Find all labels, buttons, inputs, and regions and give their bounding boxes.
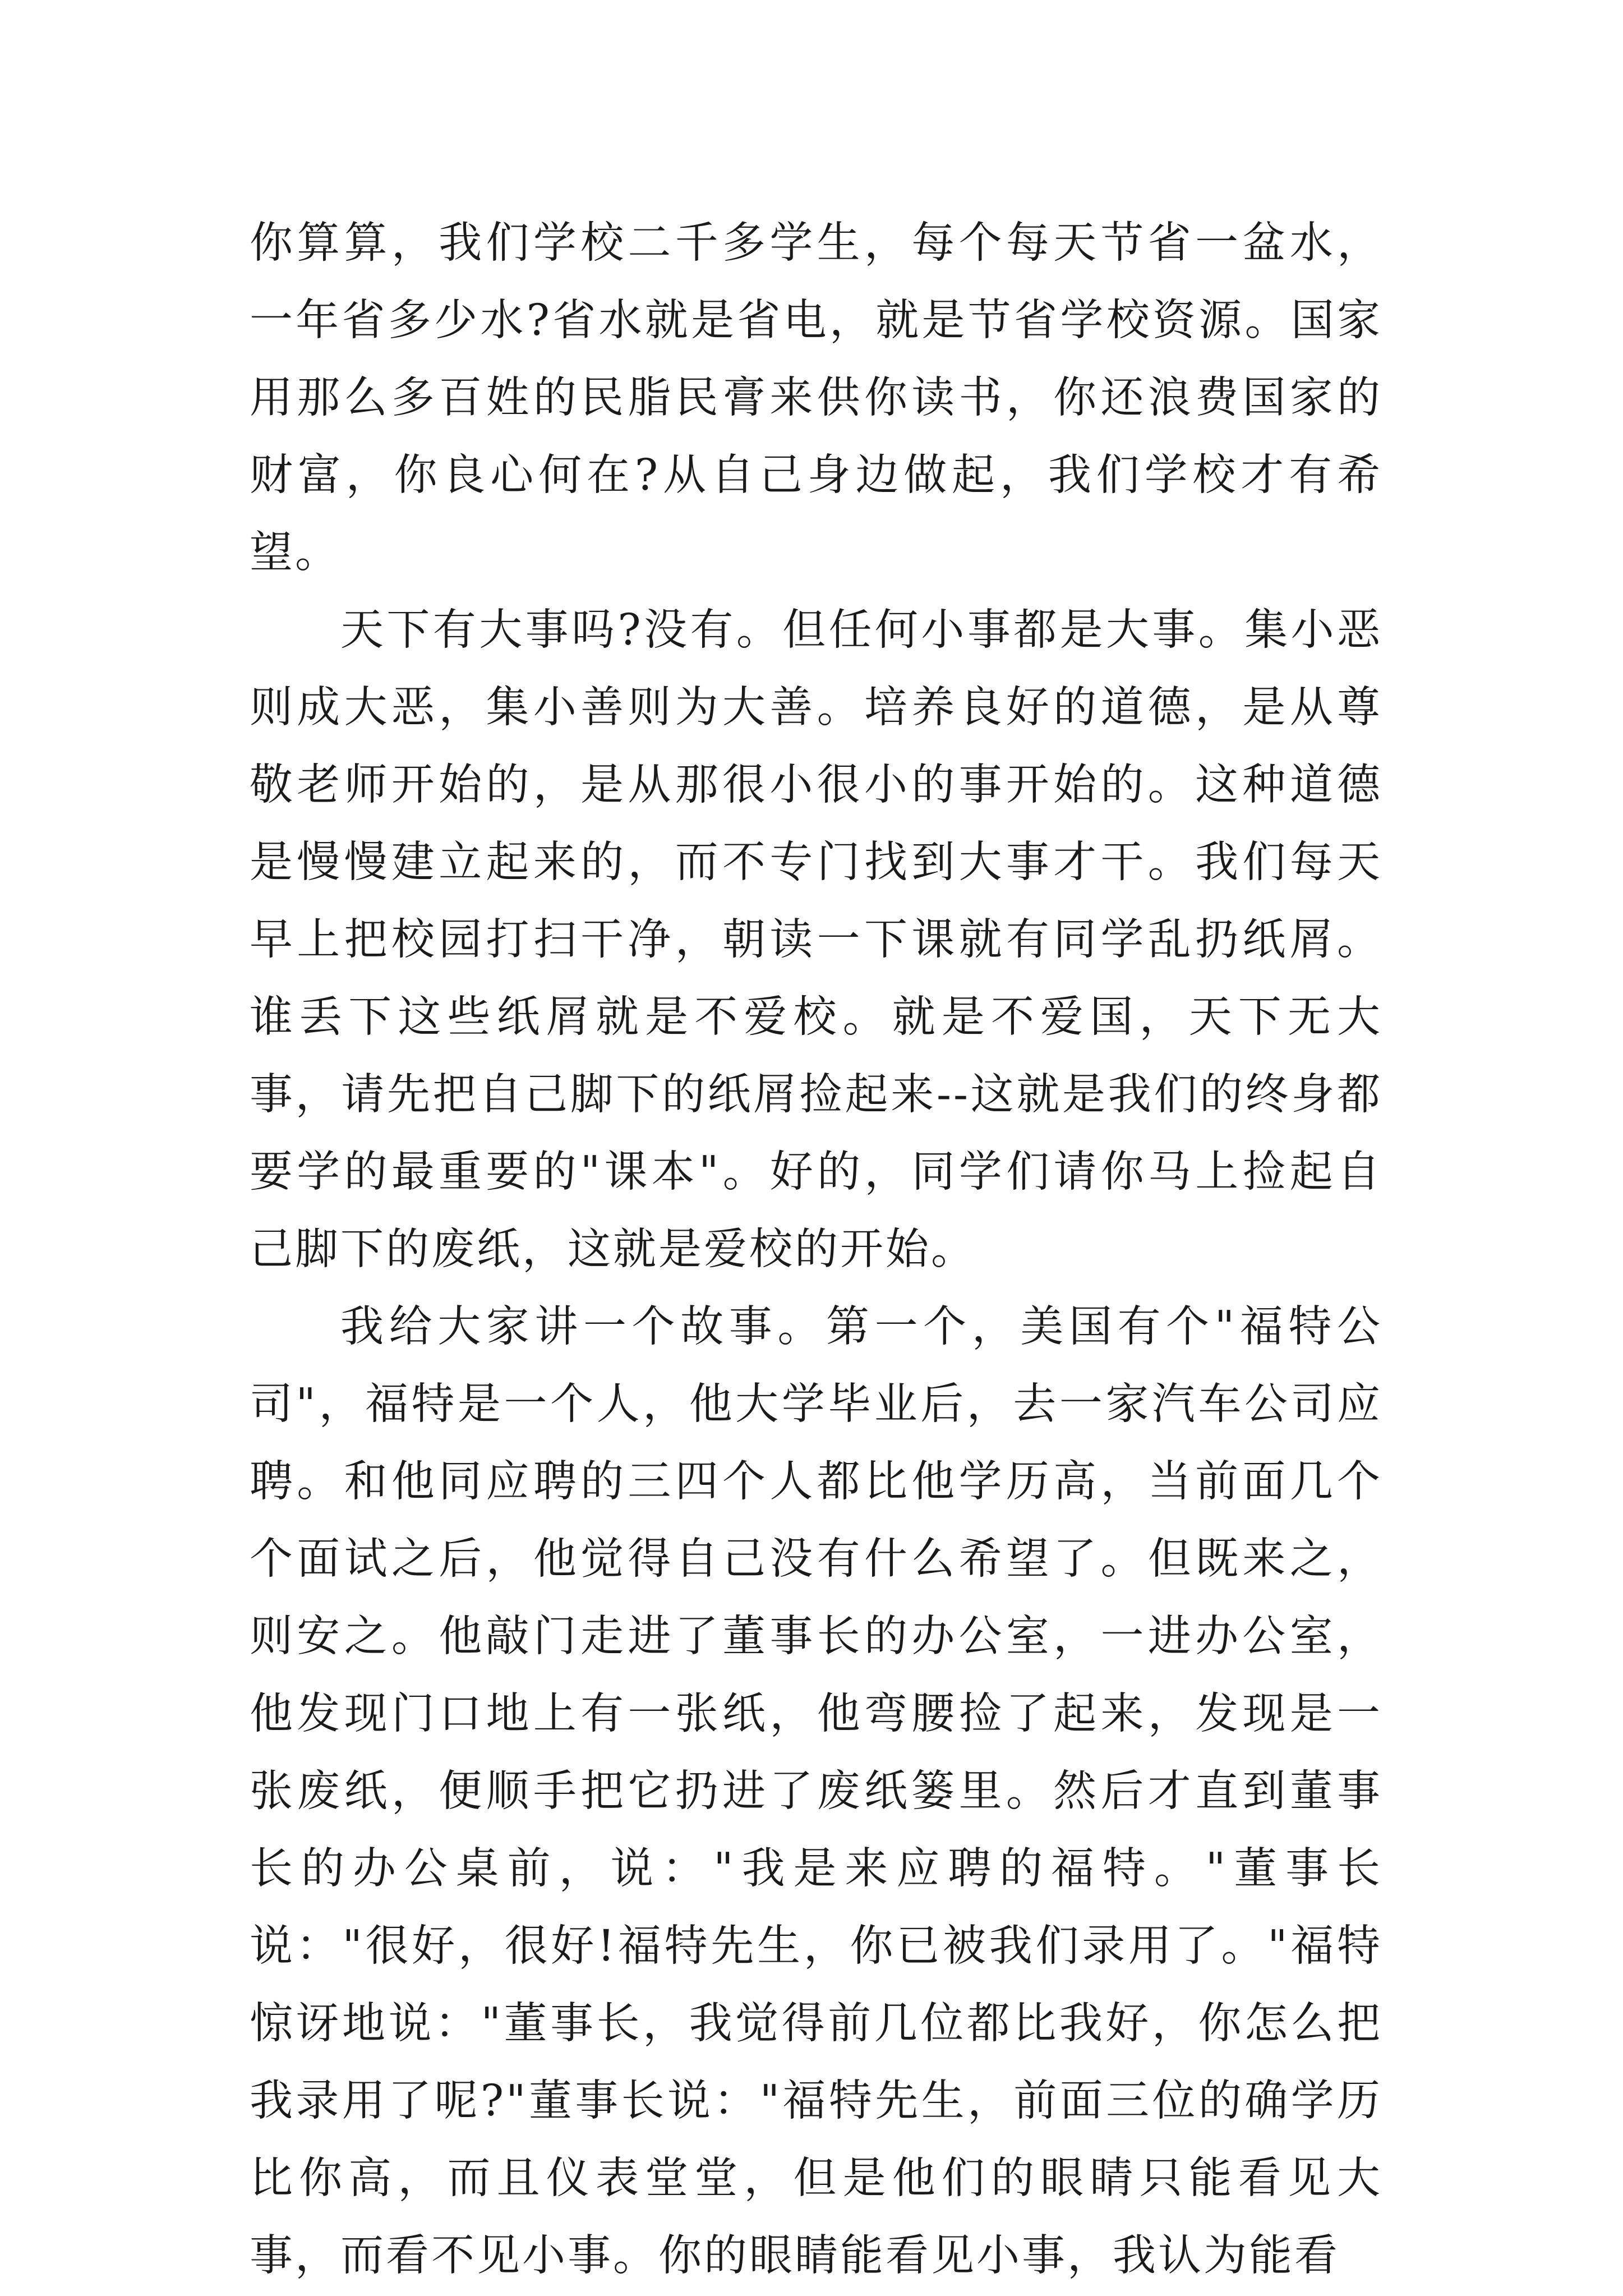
paragraph-small-things: 天下有大事吗?没有。但任何小事都是大事。集小恶则成大恶，集小善则为大善。培养良好的道德，是从尊敬老师开始的，是从那很小很小的事开始的。这种道德是慢慢建立起来的，而不专门找到大事才干。我们每天早上把校园打扫干净，朝读一下课就有同学乱扔纸屑。谁丢下这些纸屑就是不爱校。就是不爱国，天下无大事，请先把自己脚下的纸屑捡起来--这就是我们的终身都要学的最重要的"课本"。好的，同学们请你马上捡起自己脚下的废纸，这就是爱校的开始。 [250, 605, 1382, 1274]
paragraph-ford-story: 我给大家讲一个故事。第一个，美国有个"福特公司"，福特是一个人，他大学毕业后，去一家汽车公司应聘。和他同应聘的三四个人都比他学历高，当前面几个个面试之后，他觉得自己没有什么希望了。但既来之，则安之。他敲门走进了董事长的办公室，一进办公室，他发现门口地上有一张纸，他弯腰捡了起来，发现是一张废纸，便顺手把它扔进了废纸篓里。然后才直到董事长的办公桌前，说："我是来应聘的福特。"董事长说："很好，很好!福特先生，你已被我们录用了。"福特惊讶地说："董事长，我觉得前几位都比我好，你怎么把我录用了呢?"董事长说："福特先生，前面三位的确学历比你高，而且仪表堂堂，但是他们的眼睛只能看见大事，而看不见小事。你的眼睛能看见小事，我认为能看 [250, 1302, 1382, 2281]
body-text [250, 205, 1382, 2295]
paragraph-water-saving: 你算算，我们学校二千多学生，每个每天节省一盆水，一年省多少水?省水就是省电，就是节省学校资源。国家用那么多百姓的民脂民膏来供你读书，你还浪费国家的财富，你良心何在?从自己身边做起，我们学校才有希望。 [250, 218, 1382, 578]
